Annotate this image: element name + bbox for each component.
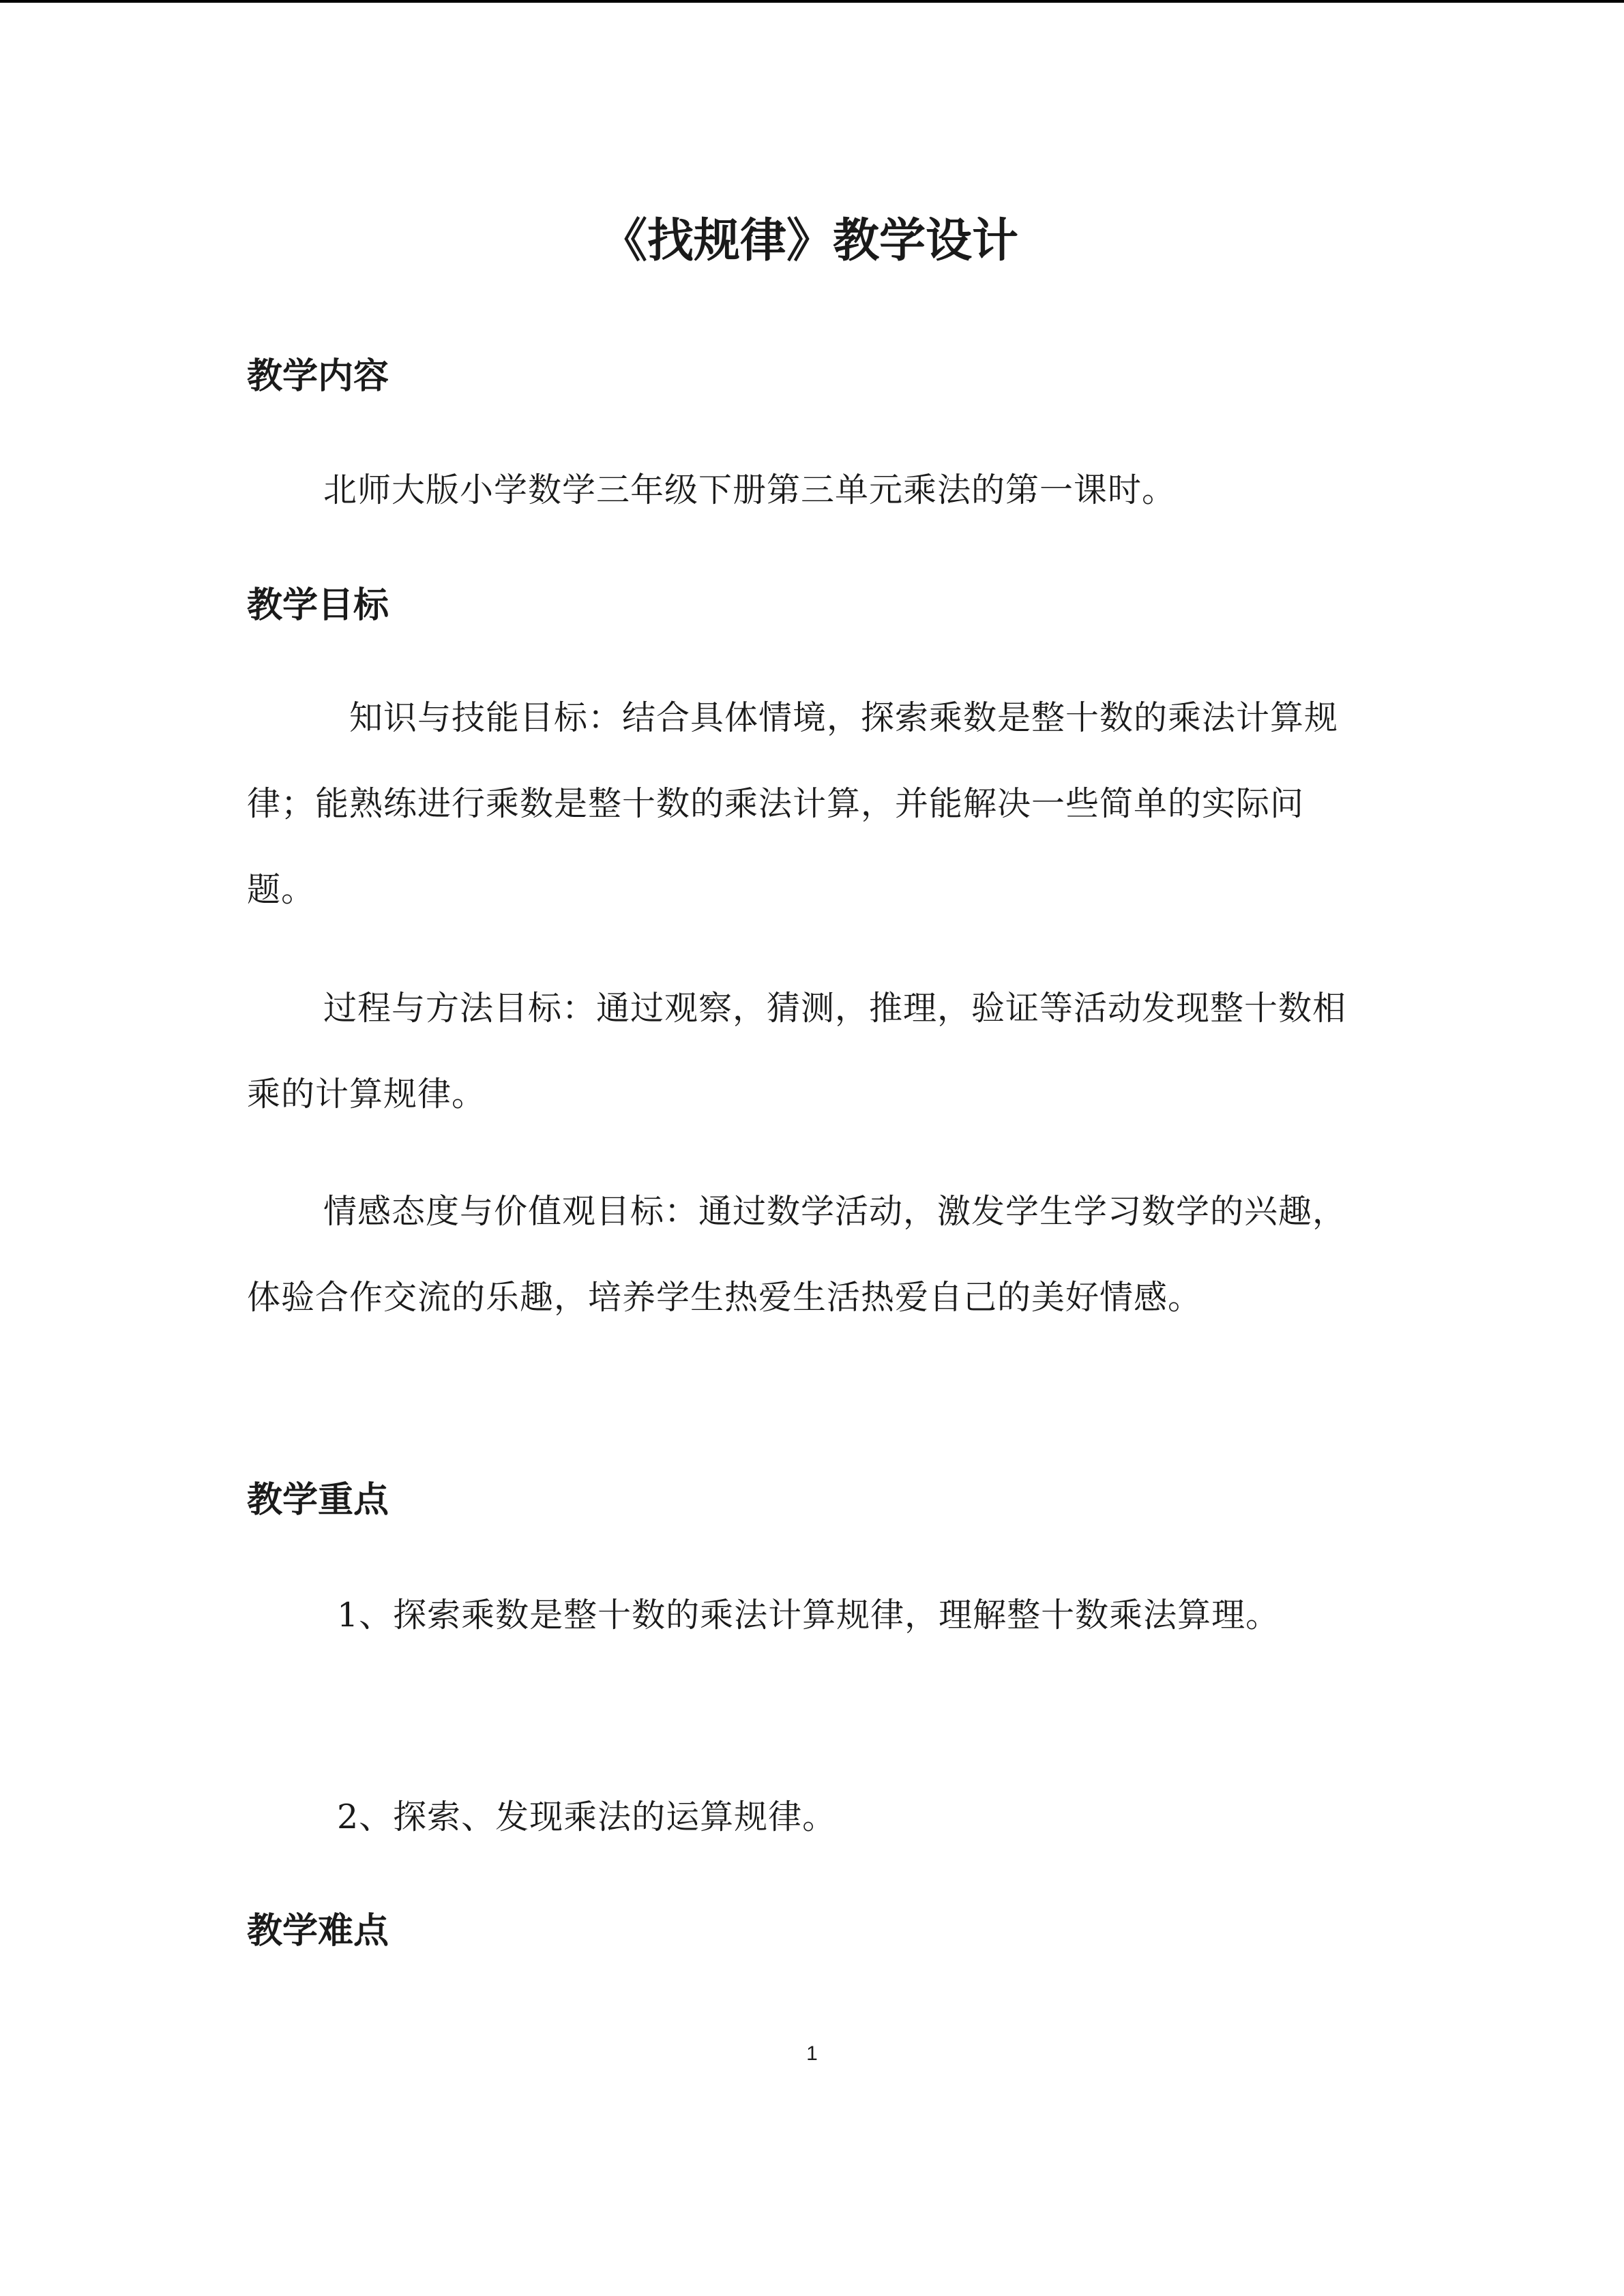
objective-knowledge-paragraph: 知识与技能目标：结合具体情境，探索乘数是整十数的乘法计算规律；能熟练进行乘数是整十数的乘法计算，并能解决一些简单的实际问题。	[247, 698, 1339, 909]
page-number: 1	[806, 2042, 818, 2065]
content-paragraph: 北师大版小学数学三年级下册第三单元乘法的第一课时。	[323, 471, 1177, 509]
objective-process-paragraph: 过程与方法目标：通过观察，猜测，推理，验证等活动发现整十数相乘的计算规律。	[247, 989, 1347, 1114]
section-heading-key-points: 教学重点	[247, 1480, 389, 1521]
section-heading-content: 教学内容	[247, 356, 389, 397]
top-border-line	[0, 0, 1624, 3]
document-title: 《找规律》教学设计	[600, 214, 1018, 268]
section-heading-objectives: 教学目标	[247, 585, 389, 626]
key-point-2: 2、探索、发现乘法的运算规律。	[337, 1798, 837, 1836]
key-point-1: 1、探索乘数是整十数的乘法计算规律，理解整十数乘法算理。	[337, 1596, 1280, 1635]
section-heading-difficulties: 教学难点	[247, 1911, 389, 1952]
objective-emotion-paragraph: 情感态度与价值观目标：通过数学活动，激发学生学习数学的兴趣，体验合作交流的乐趣，培养学生热爱生活热爱自己的美好情感。	[247, 1192, 1347, 1317]
